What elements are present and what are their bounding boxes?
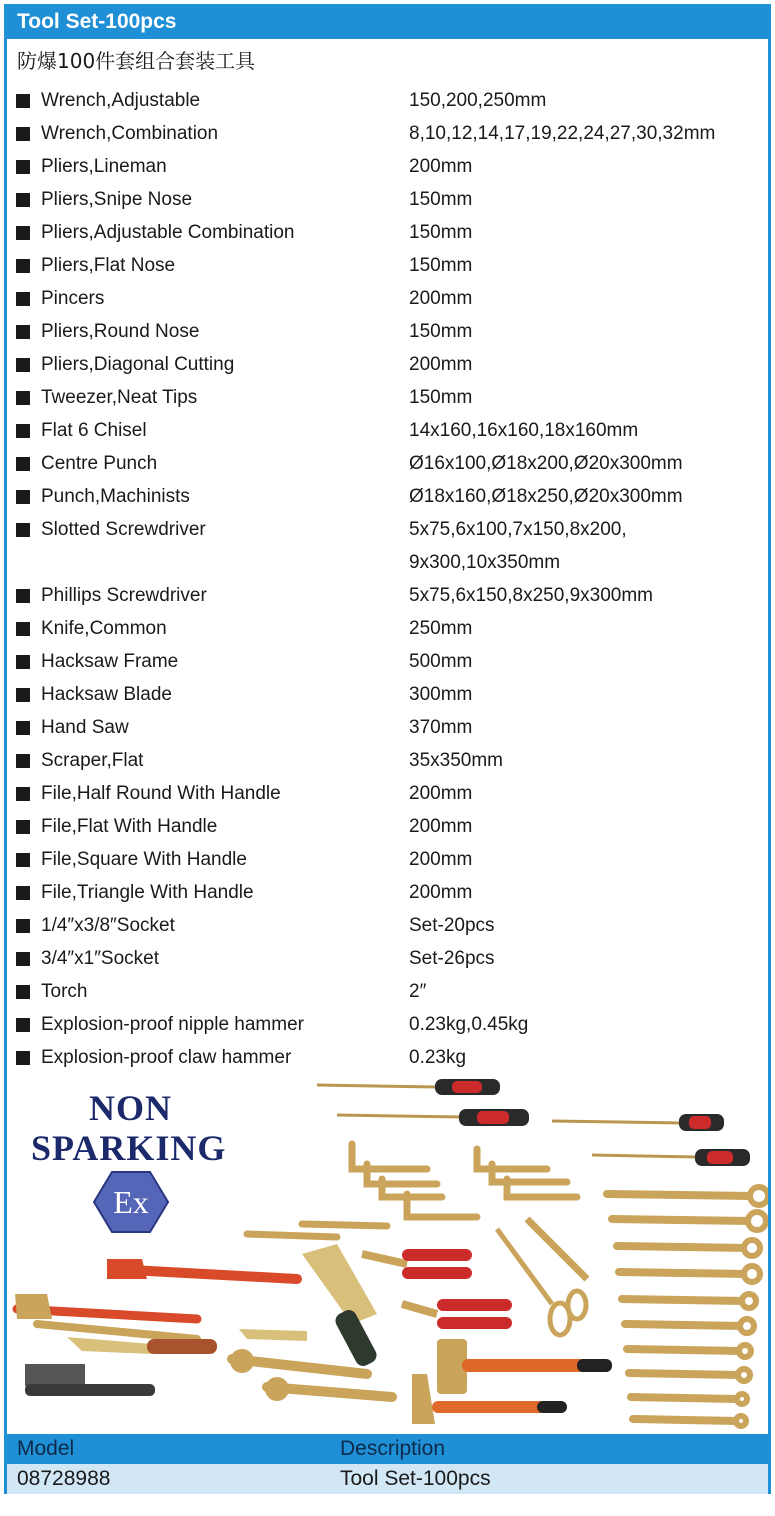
- tool-name: Pliers,Flat Nose: [41, 255, 176, 276]
- tool-spec: Ø18x160,Ø18x250,Ø20x300mm: [409, 486, 683, 507]
- tool-name: File,Square With Handle: [41, 849, 247, 870]
- tool-list-item: [7, 713, 768, 746]
- tool-list-item: [7, 614, 768, 647]
- tweezer-icon: [527, 1219, 587, 1279]
- tool-name: Slotted Screwdriver: [41, 519, 206, 540]
- tool-name: File,Triangle With Handle: [41, 882, 254, 903]
- table-header-row: [7, 1434, 768, 1464]
- bullet-square-icon: [16, 952, 30, 966]
- tool-list-item: [7, 779, 768, 812]
- tool-list-item: [7, 284, 768, 317]
- tool-name: Phillips Screwdriver: [41, 585, 207, 606]
- bullet-square-icon: [16, 325, 30, 339]
- tool-spec: 200mm: [409, 849, 473, 870]
- tool-name: Pincers: [41, 288, 105, 309]
- tool-list-item: [7, 350, 768, 383]
- bullet-square-icon: [16, 193, 30, 207]
- pliers-icon: [362, 1249, 472, 1279]
- tool-name: Centre Punch: [41, 453, 158, 474]
- tool-list-item: [7, 746, 768, 779]
- tool-name: Hand Saw: [41, 717, 129, 738]
- bullet-square-icon: [16, 688, 30, 702]
- bullet-square-icon: [16, 94, 30, 108]
- bullet-square-icon: [16, 358, 30, 372]
- tool-name: Hacksaw Blade: [41, 684, 172, 705]
- logo-line-1: NON: [89, 1088, 172, 1128]
- tool-spec: 150mm: [409, 387, 473, 408]
- tool-spec: 200mm: [409, 288, 473, 309]
- pliers-icon: [402, 1299, 512, 1329]
- chisel-icon: [239, 1329, 307, 1341]
- tool-list-item: [7, 86, 768, 119]
- tool-spec: 300mm: [409, 684, 473, 705]
- screwdriver-icon: [337, 1109, 529, 1126]
- tool-name: Torch: [41, 981, 88, 1002]
- bullet-square-icon: [16, 886, 30, 900]
- bullet-square-icon: [16, 721, 30, 735]
- tool-spec: 250mm: [409, 618, 473, 639]
- model-number: 08728988: [17, 1467, 111, 1490]
- tool-spec: 200mm: [409, 783, 473, 804]
- pipe-wrench-icon: [107, 1259, 297, 1279]
- tool-name: Pliers,Adjustable Combination: [41, 222, 295, 243]
- bullet-square-icon: [16, 424, 30, 438]
- tool-list-item: [7, 218, 768, 251]
- tool-spec-continued: 9x300,10x350mm: [409, 552, 561, 573]
- tool-spec: 200mm: [409, 816, 473, 837]
- knife-icon: [67, 1337, 217, 1354]
- tool-list-item: [7, 680, 768, 713]
- tool-name: Wrench,Combination: [41, 123, 219, 144]
- tool-spec: 150mm: [409, 321, 473, 342]
- tool-spec: 0.23kg,0.45kg: [409, 1014, 529, 1035]
- tool-list-item: [7, 416, 768, 449]
- tool-list-item: [7, 251, 768, 284]
- tool-list-item: [7, 581, 768, 614]
- tool-spec: 370mm: [409, 717, 473, 738]
- tool-list-item: [7, 152, 768, 185]
- tool-name: File,Half Round With Handle: [41, 783, 281, 804]
- bullet-square-icon: [16, 787, 30, 801]
- tool-name: Scraper,Flat: [41, 750, 144, 771]
- water-pump-pliers-icon: [15, 1294, 197, 1339]
- tool-spec: Ø16x100,Ø18x200,Ø20x300mm: [409, 453, 683, 474]
- tool-spec: 200mm: [409, 882, 473, 903]
- bullet-square-icon: [16, 259, 30, 273]
- wire-brush-icon: [25, 1364, 155, 1396]
- tool-list-item: [7, 119, 768, 152]
- description-column-header: Description: [340, 1437, 446, 1460]
- screwdriver-icon: [592, 1149, 750, 1166]
- bullet-square-icon: [16, 490, 30, 504]
- tool-list-item: [7, 878, 768, 911]
- tool-spec: 150mm: [409, 255, 473, 276]
- tool-name: Explosion-proof nipple hammer: [41, 1014, 304, 1035]
- tool-name: Wrench,Adjustable: [41, 90, 201, 111]
- tool-list-item: [7, 482, 768, 515]
- bullet-square-icon: [16, 655, 30, 669]
- tool-list-item: [7, 812, 768, 845]
- tool-name: Pliers,Round Nose: [41, 321, 200, 342]
- page-title: Tool Set-100pcs: [7, 7, 768, 39]
- punches-icon: [247, 1224, 387, 1237]
- tool-name: 3/4″x1″Socket: [41, 948, 160, 969]
- ex-mark-text: Ex: [113, 1184, 149, 1220]
- tool-spec: 150,200,250mm: [409, 90, 547, 111]
- bullet-square-icon: [16, 1018, 30, 1032]
- screwdriver-icon: [317, 1079, 500, 1095]
- tool-name: Explosion-proof claw hammer: [41, 1047, 292, 1068]
- bullet-square-icon: [16, 226, 30, 240]
- tool-list-item: [7, 911, 768, 944]
- tool-spec: 2″: [409, 981, 427, 1002]
- bullet-square-icon: [16, 754, 30, 768]
- wrenches-icon: [607, 1194, 752, 1421]
- tool-list-item: [7, 845, 768, 878]
- tool-list-item: [7, 944, 768, 977]
- bullet-square-icon: [16, 985, 30, 999]
- tool-list-item: [7, 977, 768, 1010]
- screwdriver-icon: [552, 1114, 724, 1131]
- bullet-square-icon: [16, 820, 30, 834]
- bullet-square-icon: [16, 523, 30, 537]
- tool-name: Pliers,Diagonal Cutting: [41, 354, 235, 375]
- hex-keys-icon: [352, 1144, 577, 1217]
- chinese-subtitle: 防爆100件套组合套装工具: [17, 49, 256, 73]
- tool-spec: 150mm: [409, 222, 473, 243]
- bullet-square-icon: [16, 292, 30, 306]
- bullet-square-icon: [16, 589, 30, 603]
- model-description: Tool Set-100pcs: [340, 1467, 491, 1490]
- tool-name: Pliers,Lineman: [41, 156, 167, 177]
- hammer-icon: [437, 1339, 612, 1394]
- table-row: [7, 1464, 768, 1494]
- tool-name: Knife,Common: [41, 618, 167, 639]
- scraper-icon: [302, 1244, 379, 1369]
- tool-name: Pliers,Snipe Nose: [41, 189, 193, 210]
- logo-line-2: SPARKING: [31, 1128, 227, 1168]
- tool-spec: 5x75,6x150,8x250,9x300mm: [409, 585, 653, 606]
- tool-spec: 500mm: [409, 651, 473, 672]
- bullet-square-icon: [16, 622, 30, 636]
- tool-name: Hacksaw Frame: [41, 651, 179, 672]
- tool-spec: Set-20pcs: [409, 915, 495, 936]
- tool-list-item: [7, 383, 768, 416]
- tool-spec: 200mm: [409, 156, 473, 177]
- tool-spec: 0.23kg: [409, 1047, 467, 1068]
- tool-spec: Set-26pcs: [409, 948, 495, 969]
- tool-name: File,Flat With Handle: [41, 816, 218, 837]
- tool-list-item-continuation: [7, 548, 768, 581]
- tool-list-item: [7, 317, 768, 350]
- bullet-square-icon: [16, 919, 30, 933]
- bullet-square-icon: [16, 457, 30, 471]
- ex-hexagon-icon: [92, 1169, 170, 1235]
- tool-spec: 150mm: [409, 189, 473, 210]
- bullet-square-icon: [16, 127, 30, 141]
- bullet-square-icon: [16, 391, 30, 405]
- tool-list-item: [7, 647, 768, 680]
- tool-list-item: [7, 515, 768, 548]
- tool-name: Punch,Machinists: [41, 486, 190, 507]
- tool-name: Flat 6 Chisel: [41, 420, 147, 441]
- tool-name: Tweezer,Neat Tips: [41, 387, 198, 408]
- tool-list-item: [7, 185, 768, 218]
- non-sparking-logo: [27, 1087, 252, 1232]
- bullet-square-icon: [16, 853, 30, 867]
- tool-spec: 200mm: [409, 354, 473, 375]
- tool-list-item: [7, 449, 768, 482]
- product-sheet: [4, 4, 771, 1494]
- tool-spec: 35x350mm: [409, 750, 503, 771]
- tool-spec: 5x75,6x100,7x150,8x200,: [409, 519, 627, 540]
- tool-spec: 8,10,12,14,17,19,22,24,27,30,32mm: [409, 123, 716, 144]
- tool-list: [7, 86, 768, 1076]
- bullet-square-icon: [16, 160, 30, 174]
- bullet-square-icon: [16, 1051, 30, 1065]
- tool-list-item: [7, 1010, 768, 1043]
- tool-name: 1/4″x3/8″Socket: [41, 915, 175, 936]
- model-column-header: Model: [17, 1437, 75, 1460]
- hammer-icon: [412, 1374, 567, 1424]
- tool-spec: 14x160,16x160,18x160mm: [409, 420, 639, 441]
